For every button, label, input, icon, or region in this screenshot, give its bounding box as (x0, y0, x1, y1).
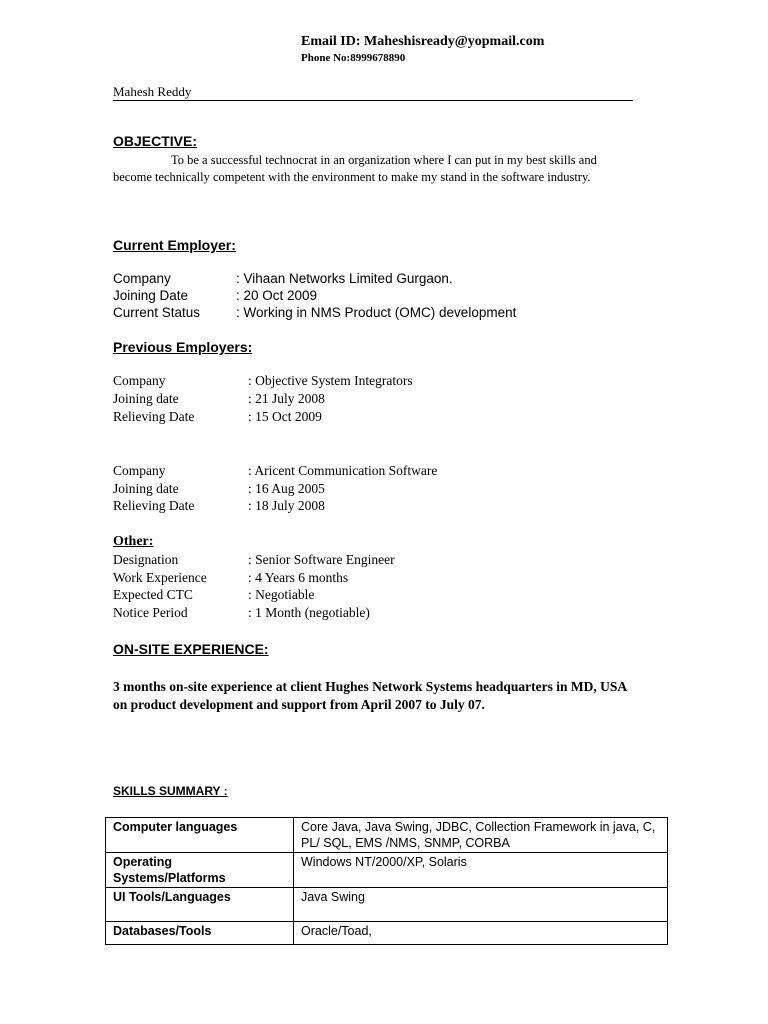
current-status-value: : Working in NMS Product (OMC) development (236, 305, 517, 320)
other-heading: Other: (113, 534, 154, 549)
skills-title: SKILLS SUMMARY : (113, 784, 228, 798)
current-joining-value: : 20 Oct 2009 (236, 288, 318, 303)
experience-label: Work Experience (113, 570, 207, 585)
phone-line: Phone No:8999678890 (301, 52, 406, 64)
current-joining-label: Joining Date (113, 288, 189, 303)
skill-key: Operating Systems/Platforms (106, 853, 294, 888)
prev1-joining-label: Joining date (113, 391, 179, 406)
notice-value: : 1 Month (negotiable) (248, 605, 370, 620)
name-underline (113, 100, 633, 101)
current-company-value: : Vihaan Networks Limited Gurgaon. (236, 271, 453, 286)
skill-value: Java Swing (294, 888, 668, 922)
onsite-heading: ON-SITE EXPERIENCE: (113, 641, 269, 657)
table-row (106, 818, 668, 853)
table-row (106, 888, 668, 922)
prev2-relieving-value: : 18 July 2008 (248, 498, 325, 513)
ctc-value: : Negotiable (248, 587, 315, 602)
ctc-label: Expected CTC (113, 587, 193, 602)
candidate-name: Mahesh Reddy (113, 84, 192, 99)
notice-label: Notice Period (113, 605, 188, 620)
skill-value: Oracle/Toad, (294, 922, 668, 945)
current-status-label: Current Status (113, 305, 201, 320)
skill-value: Core Java, Java Swing, JDBC, Collection Framework in java, C, PL/ SQL, EMS /NMS, SNMP, CORBA (294, 818, 668, 853)
onsite-text: 3 months on-site experience at client Hughes Network Systems headquarters in MD, USA on product development and support from April 2007 to July 07. (113, 679, 627, 712)
current-company-label: Company (113, 271, 171, 286)
prev1-joining-value: : 21 July 2008 (248, 391, 325, 406)
objective-text: To be a successful technocrat in an organization where I can put in my best skills and become technically competent with the environment to make my stand in the software industry. (113, 153, 597, 184)
table-row (106, 922, 668, 945)
prev1-relieving-label: Relieving Date (113, 409, 195, 424)
experience-value: : 4 Years 6 months (248, 570, 349, 585)
prev1-company-label: Company (113, 373, 166, 388)
current-employer-heading: Current Employer: (113, 237, 236, 253)
skill-value: Windows NT/2000/XP, Solaris (294, 853, 668, 888)
designation-label: Designation (113, 552, 179, 567)
prev2-company-value: : Aricent Communication Software (248, 463, 438, 478)
prev1-company-value: : Objective System Integrators (248, 373, 413, 388)
skills-table (105, 817, 668, 945)
skill-key: Databases/Tools (106, 922, 294, 945)
prev2-joining-label: Joining date (113, 481, 179, 496)
email-line: Email ID: Maheshisready@yopmail.com (301, 34, 545, 49)
previous-employers-heading: Previous Employers: (113, 339, 253, 355)
prev1-relieving-value: : 15 Oct 2009 (248, 409, 322, 424)
prev2-joining-value: : 16 Aug 2005 (248, 481, 325, 496)
designation-value: : Senior Software Engineer (248, 552, 395, 567)
objective-heading: OBJECTIVE: (113, 133, 198, 149)
table-row (106, 853, 668, 888)
skill-key: Computer languages (106, 818, 294, 853)
prev2-company-label: Company (113, 463, 166, 478)
skill-key: UI Tools/Languages (106, 888, 294, 922)
prev2-relieving-label: Relieving Date (113, 498, 195, 513)
